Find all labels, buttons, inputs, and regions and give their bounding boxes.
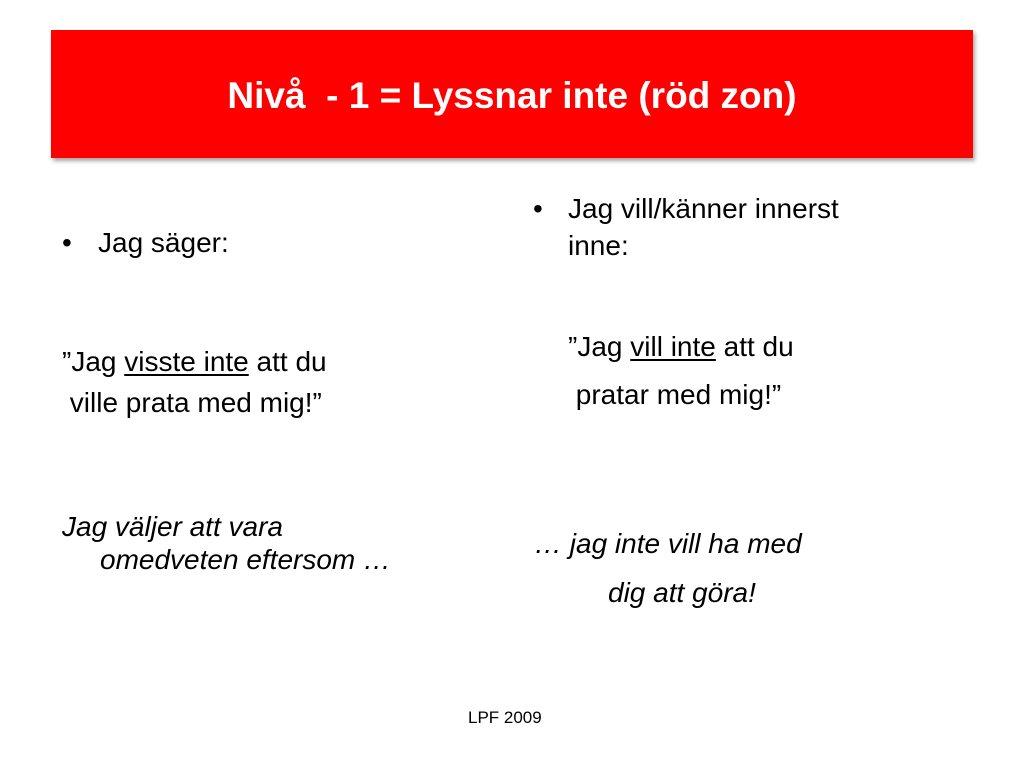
footer-text: LPF 2009 [468, 708, 542, 727]
right-bullet-line2: inne: [568, 230, 629, 261]
left-quote-line2: ville prata med mig!” [62, 387, 322, 418]
slide-title: Nivå - 1 = Lyssnar inte (röd zon) [227, 75, 797, 116]
left-quote-prefix: ”Jag [62, 346, 125, 377]
bullet-icon: • [533, 193, 543, 224]
left-italic-line1: Jag väljer att vara [62, 511, 283, 542]
left-quote-line1 [62, 345, 327, 379]
left-quote-suffix: att du [248, 346, 327, 377]
right-quote-underlined: vill inte [630, 331, 716, 362]
left-bullet-text: Jag säger: [98, 227, 229, 258]
right-italic-line1: … jag inte vill ha med [534, 528, 802, 559]
right-quote-line1 [568, 330, 794, 364]
left-quote-underlined: visste inte [124, 346, 249, 377]
right-italic-line2: dig att göra! [608, 577, 756, 608]
left-italic-line2: omedveten eftersom … [100, 544, 392, 575]
right-bullet-line1: Jag vill/känner innerst [568, 193, 839, 224]
right-quote-suffix: att du [715, 331, 794, 362]
right-quote-prefix: ”Jag [568, 331, 631, 362]
right-quote-line2: pratar med mig!” [568, 379, 782, 410]
bullet-icon: • [62, 227, 72, 258]
